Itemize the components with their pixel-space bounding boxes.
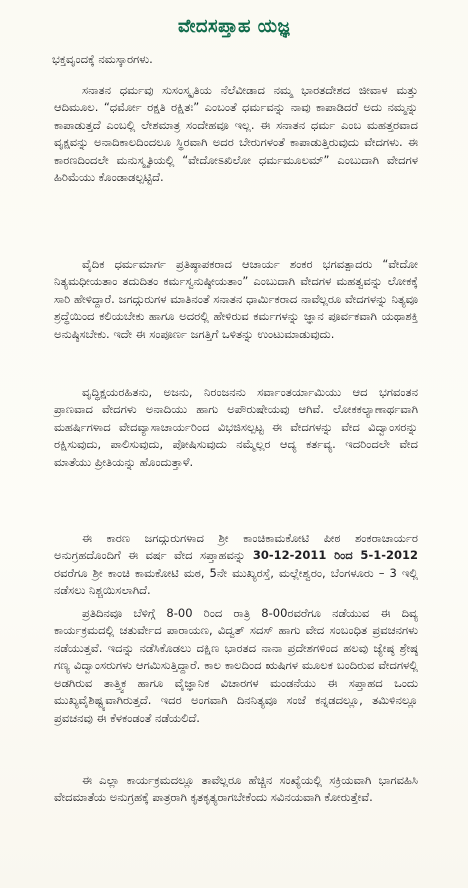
event-details: ರವರೆಗೂ ಶ್ರೀ ಕಾಂಚಿ ಕಾಮಕೋಟಿ ಮಠ, 5ನೇ ಮುಖ್ಯರಸ್ತೆ, ಮಲ್ಲೇಶ್ವರಂ, ಬೆಂಗಳೂರು – 3 ಇಲ್ಲಿ ನಡೆಸಲು ನಿಶ್ಚಯಿಸಲಾಗಿದೆ. xyxy=(54,565,418,598)
paragraph-daily-program: ಪ್ರತಿದಿನವೂ ಬೆಳಿಗ್ಗೆ 8-00 ರಿಂದ ರಾತ್ರಿ 8-00ರವರೆಗೂ ನಡೆಯುವ ಈ ದಿವ್ಯ ಕಾರ್ಯಕ್ರಮದಲ್ಲಿ ಚತುರ್ವೇದ ಪಾರಾಯಣ, ವಿದ್ವತ್ ಸದಸ್ ಹಾಗು ವೇದ ಸಂಬಂಧಿತ ಪ್ರವಚನಗಳು ನಡೆಯುತ್ತವೆ. ಇದನ್ನು ನಡೆಸಿಕೊಡಲು ದಕ್ಷಿಣ ಭಾರತದ ನಾನಾ ಪ್ರದೇಶಗಳಿಂದ ಹಲವು ಜ್ಯೇಷ್ಠ ಶ್ರೇಷ್ಠ ಗಣ್ಯ ವಿದ್ವಾಂಸರುಗಳು ಆಗಮಿಸುತ್ತಿದ್ದಾರೆ. ಕಾಲ ಕಾಲದಿಂದ ಋಷಿಗಳ ಮೂಲಕ ಬಂದಿರುವ ವೇದಗಳಲ್ಲಿ ಅಡಗಿರುವ ತಾತ್ತ್ವಿಕ ಹಾಗೂ ವೈಜ್ಞಾನಿಕ ವಿಚಾರಗಳ ಮಂಡನೆಯು ಈ ಸಪ್ತಾಹದ ಒಂದು ಮುಖ್ಯವೈಶಿಷ್ಟ್ಯವಾಗಿರುತ್ತದೆ. ಇದರ ಅಂಗವಾಗಿ ದಿನನಿತ್ಯವೂ ಸಂಜೆ ಕನ್ನಡದಲ್ಲೂ, ತಮಿಳಿನಲ್ಲೂ ಪ್ರವಚನವು ಈ ಕೆಳಕಂಡಂತೆ ನಡೆಯಲಿದೆ. xyxy=(54,605,418,726)
announcement-intro: ಈ ಕಾರಣ ಜಗದ್ಗುರುಗಳಾದ ಶ್ರೀ ಕಾಂಚಿಕಾಮಕೋಟಿ ಪೀಠ ಶಂಕರಾಚಾರ್ಯರ ಅನುಗ್ರಹದೊಂದಿಗೆ ಈ ವರ್ಷ ವೇದ ಸಪ್ತಾಹವನ್ನು xyxy=(54,530,418,563)
paragraph-shankara: ವೈದಿಕ ಧರ್ಮಮಾರ್ಗ ಪ್ರತಿಷ್ಠಾಪಕರಾದ ಆಚಾರ್ಯ ಶಂಕರ ಭಗವತ್ಪಾದರು “ವೇದೋ ನಿತ್ಯಮಧೀಯತಾಂ ತದುದಿತಂ ಕರ್ಮಸ್ವನುಷ್ಠೀಯತಾಂ” ಎಂಬುದಾಗಿ ವೇದಗಳ ಮಹತ್ವವನ್ನು ಲೋಕಕ್ಕೆ ಸಾರಿ ಹೇಳಿದ್ದಾರೆ. ಜಗದ್ಗುರುಗಳ ಮಾತಿನಂತೆ ಸನಾತನ ಧಾರ್ಮಿಕರಾದ ನಾವೆಲ್ಲರೂ ವೇದಗಳನ್ನು ನಿತ್ಯವೂ ಶ್ರದ್ಧೆಯಿಂದ ಕಲಿಯಬೇಕು ಹಾಗೂ ಅದರಲ್ಲಿ ಹೇಳಿರುವ ಕರ್ಮಗಳನ್ನು ಜ್ಞಾನ ಪೂರ್ವಕವಾಗಿ ಯಥಾಶಕ್ತಿ ಅನುಷ್ಠಿಸಬೇಕು. ಇದೇ ಈ ಸಂಪೂರ್ಣ ಜಗತ್ತಿಗೆ ಒಳಿತನ್ನು ಉಂಟುಮಾಡುವುದು. xyxy=(54,256,418,341)
event-dates: 30-12-2011 ರಿಂದ 5-1-2012 xyxy=(252,548,418,563)
salutation: ಭಕ್ತವೃಂದಕ್ಕೆ ನಮಸ್ಕಾರಗಳು. xyxy=(52,52,153,66)
paragraph-event-announcement xyxy=(54,530,418,600)
paragraph-sanatana-dharma: ಸನಾತನ ಧರ್ಮವು ಸುಸಂಸ್ಕೃತಿಯ ನೆಲೆವೀಡಾದ ನಮ್ಮ ಭಾರತದೇಶದ ಜೀವಾಳ ಮತ್ತು ಆದಿಮೂಲ. “ಧರ್ಮೋ ರಕ್ಷತಿ ರಕ್ಷಿತಃ” ಎಂಬಂತೆ ಧರ್ಮವನ್ನು ನಾವು ಕಾಪಾಡಿದರೆ ಅದು ನಮ್ಮನ್ನು ಕಾಪಾಡುತ್ತದೆ ಎಂಬಲ್ಲಿ ಲೇಶಮಾತ್ರ ಸಂದೇಹವೂ ಇಲ್ಲ. ಈ ಸನಾತನ ಧರ್ಮ ಎಂಬ ಮಹತ್ತರವಾದ ವೃಕ್ಷವನ್ನು ಅನಾದಿಕಾಲದಿಂದಲೂ ಸ್ಥಿರವಾಗಿ ಅದರ ಬೇರುಗಳಂತೆ ಕಾಪಾಡುತ್ತಿರುವುದು ವೇದಗಳು. ಈ ಕಾರಣದಿಂದಲೇ ಮನುಸ್ಮೃತಿಯಲ್ಲಿ “ವೇದೋಽಖಿಲೋ ಧರ್ಮಮೂಲಮ್” ಎಂಬುದಾಗಿ ವೇದಗಳ ಹಿರಿಮೆಯು ಕೊಂಡಾಡಲ್ಪಟ್ಟಿದೆ. xyxy=(54,82,418,185)
paragraph-invitation: ಈ ಎಲ್ಲಾ ಕಾರ್ಯಕ್ರಮದಲ್ಲೂ ತಾವೆಲ್ಲರೂ ಹೆಚ್ಚಿನ ಸಂಖ್ಯೆಯಲ್ಲಿ ಸಕ್ರಿಯವಾಗಿ ಭಾಗವಹಿಸಿ ವೇದಮಾತೆಯ ಅನುಗ್ರಹಕ್ಕೆ ಪಾತ್ರರಾಗಿ ಕೃತಕೃತ್ಯರಾಗಬೇಕೆಂದು ಸವಿನಯವಾಗಿ ಕೋರುತ್ತೇವೆ. xyxy=(54,772,418,805)
page-title: ವೇದಸಪ್ತಾಹ ಯಜ್ಞ xyxy=(177,16,291,37)
paragraph-vedas-protection: ವೃದ್ಧಿಕ್ಷಯರಹಿತನು, ಅಜನು, ನಿರಂಜನನು ಸರ್ವಾಂತರ್ಯಾಮಿಯು ಆದ ಭಗವಂತನ ಪ್ರಾಣವಾದ ವೇದಗಳು ಅನಾದಿಯು ಹಾಗು ಅಪೌರುಷೇಯವು ಆಗಿವೆ. ಲೋಕಕಲ್ಯಾಣಾರ್ಥವಾಗಿ ಮಹರ್ಷಿಗಳಾದ ವೇದವ್ಯಾಸಾಚಾರ್ಯರಿಂದ ವಿಭಜಿಸಲ್ಪಟ್ಟ ಈ ವೇದಗಳನ್ನು ವೇದ ವಿದ್ವಾಂಸರನ್ನು ರಕ್ಷಿಸುವುದು, ಪಾಲಿಸುವುದು, ಪೋಷಿಸುವುದು ನಮ್ಮೆಲ್ಲರ ಆದ್ಯ ಕರ್ತವ್ಯ. ಇದರಿಂದಲೇ ವೇದ ಮಾತೆಯು ಪ್ರೀತಿಯನ್ನು ಹೊಂದುತ್ತಾಳೆ. xyxy=(54,384,418,469)
